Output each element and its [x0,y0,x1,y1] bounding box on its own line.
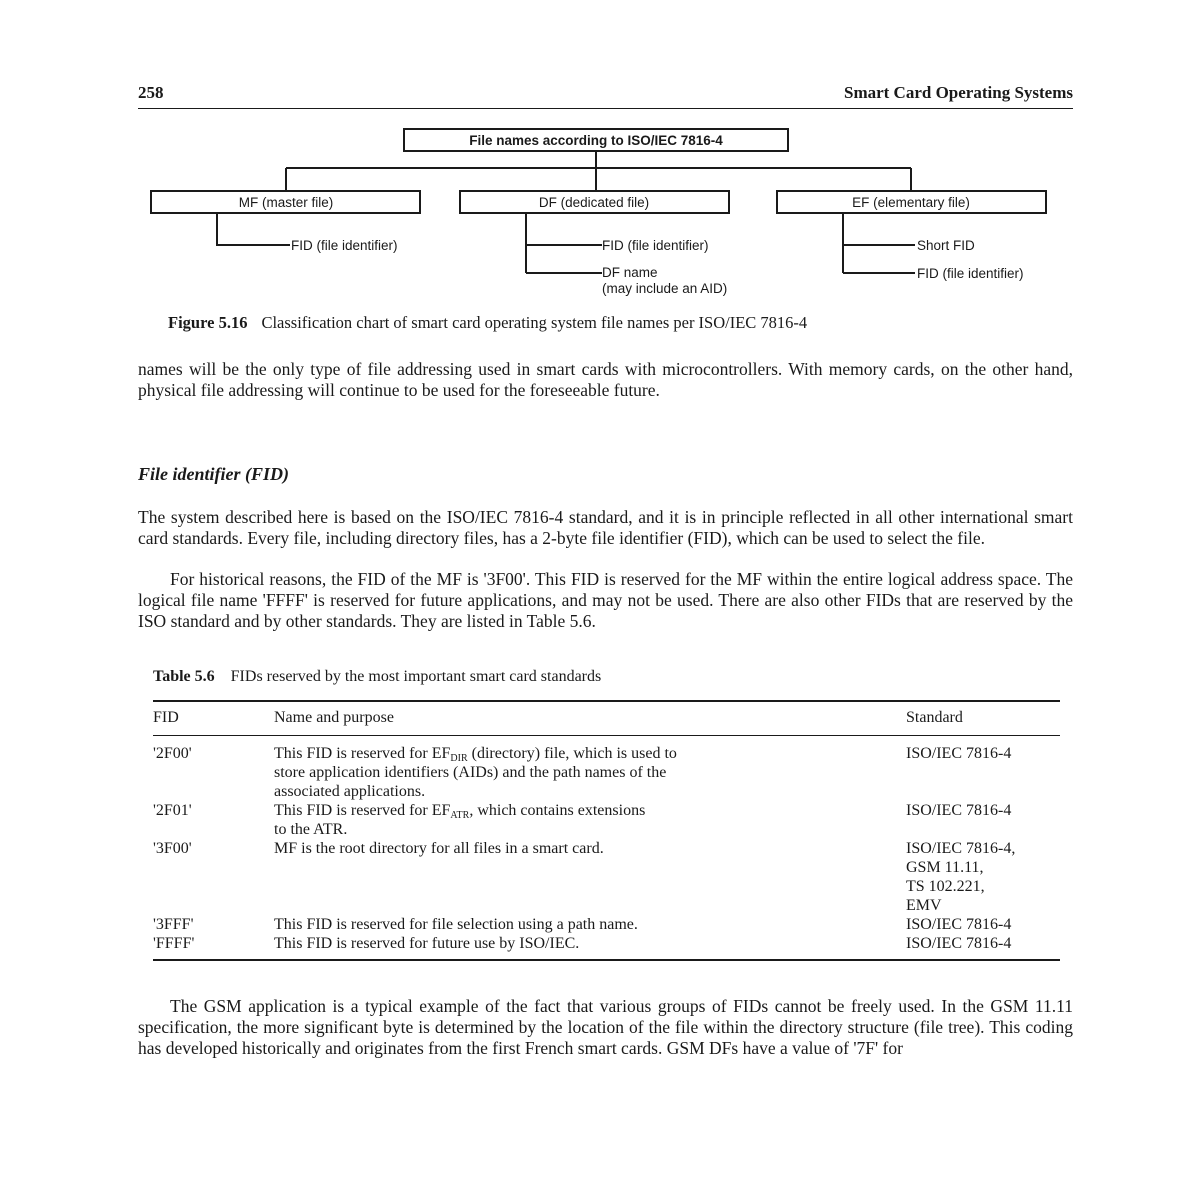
table-row [153,839,1060,915]
purpose-cell: This FID is reserved for file selection using a path name. [274,916,638,933]
df-label: DF (dedicated file) [538,195,650,210]
df-aid-note: (may include an AID) [602,281,728,296]
standard-cell: ISO/IEC 7816-4 [906,802,1012,819]
df-name-label: DF name [602,265,658,280]
table-caption-text: FIDs reserved by the most important smart card standards [230,668,602,685]
standard-cell: ISO/IEC 7816-4 [906,916,1012,933]
table-header-row [153,701,1060,736]
mf-child-line [217,213,290,245]
header-standard: Standard [906,701,1060,736]
paragraph-continuation: names will be the only type of file addressing used in smart cards with microcontrollers. With memory cards, on the other hand, physical file addressing will continue to be used for the foreseeable future. [138,359,1073,400]
figure-caption-text: Classification chart of smart card operating system file names per ISO/IEC 7816-4 [261,313,808,332]
paragraph-gsm: The GSM application is a typical example of the fact that various groups of FIDs cannot be freely used. In the GSM 11.11 specification, the more significant byte is determined by the location of the file within the directory structure (file tree). This coding has developed historically and originates from the first French smart cards. GSM DFs have a value of '7F' for [138,996,1073,1058]
fid-cell: '2F00' [153,745,192,762]
figure-caption-label: Figure 5.16 [168,313,248,332]
standard-cell: ISO/IEC 7816-4, GSM 11.11, TS 102.221, EMV [906,840,1016,914]
purpose-cell: This FID is reserved for $EF_{ATR}$, which contains extensions to the ATR. [274,802,646,838]
purpose-cell: MF is the root directory for all files in a smart card. [274,840,604,857]
df-fid-label: FID (file identifier) [602,238,709,253]
classification-diagram [140,120,1070,305]
mf-label: MF (master file) [238,195,334,210]
table-row [153,915,1060,934]
table-row [153,934,1060,960]
page-number: 258 [138,83,164,102]
standard-cell: ISO/IEC 7816-4 [906,935,1012,952]
fid-cell: 'FFFF' [153,935,195,952]
header-rule [138,108,1073,109]
header-fid: FID [153,701,274,736]
chapter-title: Smart Card Operating Systems [843,83,1073,102]
paragraph-fid-intro: The system described here is based on the ISO/IEC 7816-4 standard, and it is in principle reflected in all other international smart card standards. Every file, including directory files, has a 2-byte file identifier (FID), which can be used to select the file. [138,507,1073,548]
standard-cell: ISO/IEC 7816-4 [906,745,1012,762]
fid-cell: '3FFF' [153,916,194,933]
mf-fid-label: FID (file identifier) [291,238,398,253]
table-caption [153,668,601,686]
paragraph-historical: For historical reasons, the FID of the MF is '3F00'. This FID is reserved for the MF within the entire logical address space. The logical file name 'FFFF' is reserved for future applications, and may not be used. There are also other FIDs that are reserved by the ISO standard and by other standards. They are listed in Table 5.6. [138,569,1073,631]
table-row [153,736,1060,802]
section-heading: File identifier (FID) [138,464,289,484]
figure-caption [168,312,1068,334]
fid-cell: '3F00' [153,840,192,857]
fid-table [153,700,1060,961]
ef-fid-label: FID (file identifier) [917,266,1024,281]
ef-label: EF (elementary file) [852,195,970,210]
table-row [153,801,1060,839]
fid-cell: '2F01' [153,802,192,819]
purpose-cell: This FID is reserved for future use by ISO/IEC. [274,935,580,952]
purpose-cell: This FID is reserved for $EF_{DIR}$ (directory) file, which is used to store application identifiers (AIDs) and the path names of the associated applications. [274,745,677,800]
root-label: File names according to ISO/IEC 7816-4 [469,133,723,148]
ef-short-fid-label: Short FID [917,238,975,253]
header-purpose: Name and purpose [274,701,906,736]
table-caption-label: Table 5.6 [153,668,215,685]
